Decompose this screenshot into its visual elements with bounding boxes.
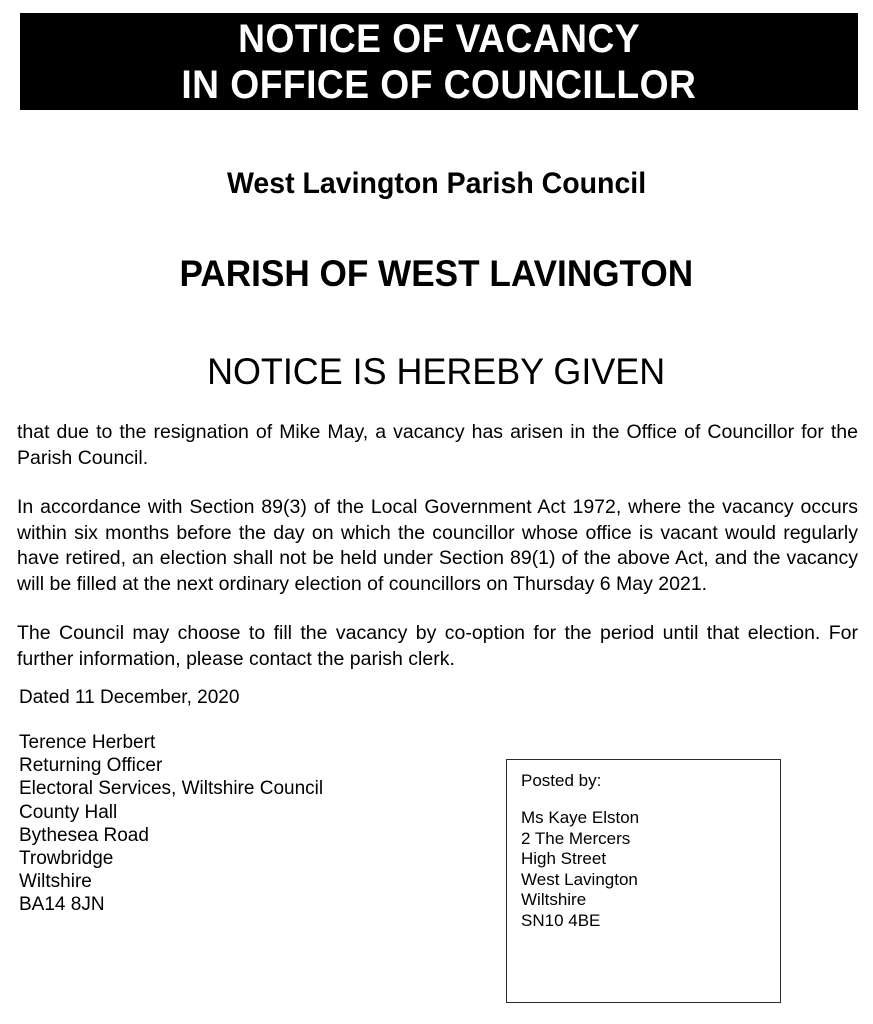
parish-title-text: PARISH OF WEST LAVINGTON xyxy=(179,253,694,294)
posted-by-address-line-4: Wiltshire xyxy=(521,890,587,909)
signature-role: Returning Officer xyxy=(19,755,163,777)
posted-by-address-line-3: West Lavington xyxy=(521,869,638,889)
council-name-text: West Lavington Parish Council xyxy=(226,167,647,200)
signature-department: Electoral Services, Wiltshire Council xyxy=(19,778,324,800)
posted-by-label: Posted by: xyxy=(521,771,602,790)
signature-address-line-3: Trowbridge xyxy=(19,848,114,870)
signature-address-line-4: Wiltshire xyxy=(19,871,92,893)
dated-line: Dated 11 December, 2020 xyxy=(19,687,240,708)
banner-title-line-2: IN OFFICE OF COUNCILLOR xyxy=(181,62,697,107)
signature-name: Terence Herbert xyxy=(19,732,156,753)
signature-address-line-2: Bythesea Road xyxy=(19,824,149,846)
notice-banner xyxy=(20,13,858,110)
council-name-heading xyxy=(0,166,873,202)
parish-title-heading xyxy=(0,252,873,296)
posted-by-address-line-1: 2 The Mercers xyxy=(521,828,631,848)
posted-by-address xyxy=(521,808,639,931)
notice-statement-text: NOTICE IS HEREBY GIVEN xyxy=(207,351,666,392)
signature-address-line-1: County Hall xyxy=(19,801,118,823)
body-paragraph-1: that due to the resignation of Mike May, a vacancy has arisen in the Office of Councillor for the Parish Council. xyxy=(17,421,858,469)
returning-officer-address xyxy=(19,731,323,917)
notice-statement-heading xyxy=(0,350,873,394)
posted-by-name: Ms Kaye Elston xyxy=(521,808,640,827)
body-paragraph-2: In accordance with Section 89(3) of the Local Government Act 1972, where the vacancy occurs within six months before the day on which the councillor whose office is vacant would regularly have retired, an election shall not be held under Section 89(1) of the above Act, and the vacancy will be filled at the next ordinary election of councillors on Thursday 6 May 2021. xyxy=(17,496,858,595)
body-paragraph-3: The Council may choose to fill the vacancy by co-option for the period until that election. For further information, please contact the parish clerk. xyxy=(17,622,858,670)
notice-body xyxy=(17,420,858,672)
posted-by-box xyxy=(506,759,781,1003)
posted-by-postcode: SN10 4BE xyxy=(521,910,601,930)
banner-title-line-1: NOTICE OF VACANCY xyxy=(238,16,640,61)
signature-postcode: BA14 8JN xyxy=(19,894,105,916)
posted-by-address-line-2: High Street xyxy=(521,849,607,868)
